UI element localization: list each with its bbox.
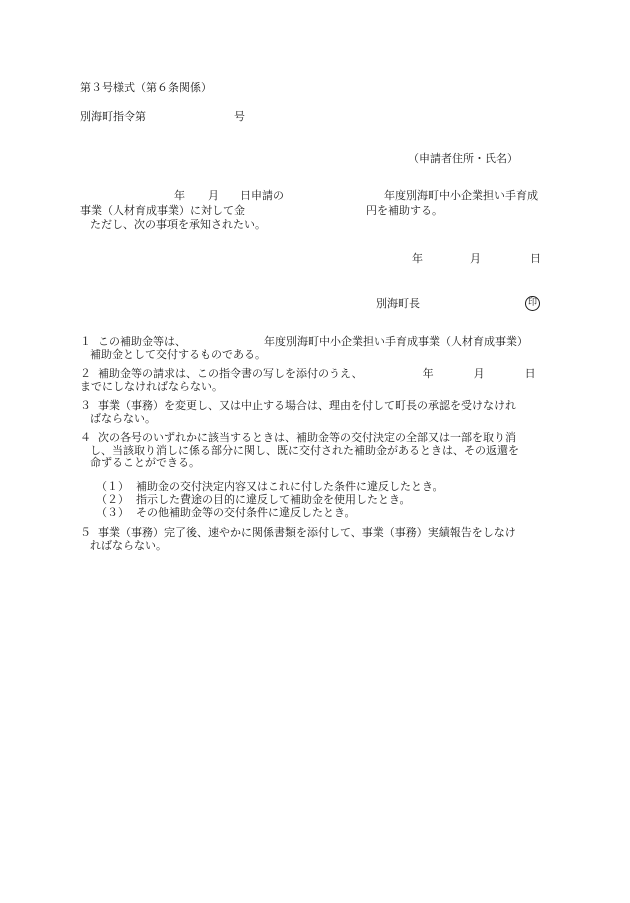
sub-item-text: 指示した費途の目的に違反して補助金を使用したとき。 bbox=[136, 493, 411, 506]
condition-item bbox=[80, 368, 550, 393]
application-month-label: 月 bbox=[208, 189, 219, 202]
document-number-prefix: 別海町指令第 bbox=[80, 110, 146, 123]
sub-item-number: （１） bbox=[96, 480, 129, 493]
issue-day-label: 日 bbox=[530, 252, 541, 265]
seal-mark: 印 bbox=[525, 296, 540, 311]
condition-number: １ bbox=[80, 335, 91, 348]
condition-text: この補助金等は、 bbox=[98, 335, 186, 348]
deadline-month-label: 月 bbox=[473, 367, 485, 380]
subsidy-line-prefix: 事業（人材育成事業）に対して金 bbox=[80, 204, 245, 217]
condition-text: 事業（事務）を変更し、又は中止する場合は、理由を付して町長の承認を受けなけれ bbox=[98, 399, 516, 412]
condition-item bbox=[80, 432, 550, 470]
condition-number: ３ bbox=[80, 399, 91, 412]
condition-continuation: ばならない。 bbox=[90, 411, 156, 425]
sub-item-number: （３） bbox=[96, 506, 129, 519]
condition-continuation: 命ずることができる。 bbox=[90, 456, 200, 470]
condition-item bbox=[80, 400, 550, 425]
condition-number: ２ bbox=[80, 367, 91, 380]
condition-continuation: までにしなければならない。 bbox=[80, 379, 223, 393]
deadline-year-label: 年 bbox=[422, 367, 434, 380]
sub-item-number: （２） bbox=[96, 493, 129, 506]
condition-text: 年度別海町中小企業担い手育成事業（人材育成事業） bbox=[264, 335, 528, 348]
subsidy-amount-suffix: 円を補助する。 bbox=[366, 204, 443, 217]
deadline-day-label: 日 bbox=[524, 367, 536, 380]
applicant-address-name: （申請者住所・氏名） bbox=[408, 152, 518, 165]
condition-continuation: ればならない。 bbox=[90, 538, 167, 552]
form-title: 第３号様式（第６条関係） bbox=[80, 81, 212, 94]
condition-number: ５ bbox=[80, 526, 91, 539]
condition-number: ４ bbox=[80, 431, 91, 444]
issue-month-label: 月 bbox=[470, 252, 481, 265]
condition-text: 次の各号のいずれかに該当するときは、補助金等の交付決定の全部又は一部を取り消 bbox=[98, 431, 516, 444]
proviso-text: ただし、次の事項を承知されたい。 bbox=[90, 218, 266, 231]
mayor-title: 別海町長 bbox=[376, 297, 420, 310]
sub-item bbox=[96, 494, 411, 507]
condition-text: 補助金等の請求は、この指令書の写しを添付のうえ、 bbox=[98, 367, 363, 380]
sub-item-text: 補助金の交付決定内容又はこれに付した条件に違反したとき。 bbox=[136, 480, 444, 493]
sub-item bbox=[96, 507, 356, 520]
project-year-text: 年度別海町中小企業担い手育成 bbox=[384, 189, 538, 202]
condition-item bbox=[80, 527, 550, 552]
condition-item bbox=[80, 336, 550, 361]
application-day-label: 日申請の bbox=[240, 189, 284, 202]
condition-continuation: し、当該取り消しに係る部分に関し、既に交付された補助金があるときは、その返還を bbox=[90, 443, 519, 457]
condition-text: 事業（事務）完了後、速やかに関係書類を添付して、事業（事務）実績報告をしなけ bbox=[98, 526, 516, 539]
condition-continuation: 補助金として交付するものである。 bbox=[90, 347, 266, 361]
sub-item bbox=[96, 481, 444, 494]
application-year-label: 年 bbox=[174, 189, 185, 202]
sub-item-text: その他補助金等の交付条件に違反したとき。 bbox=[136, 506, 356, 519]
issue-year-label: 年 bbox=[412, 252, 423, 265]
document-number-suffix: 号 bbox=[234, 110, 245, 123]
